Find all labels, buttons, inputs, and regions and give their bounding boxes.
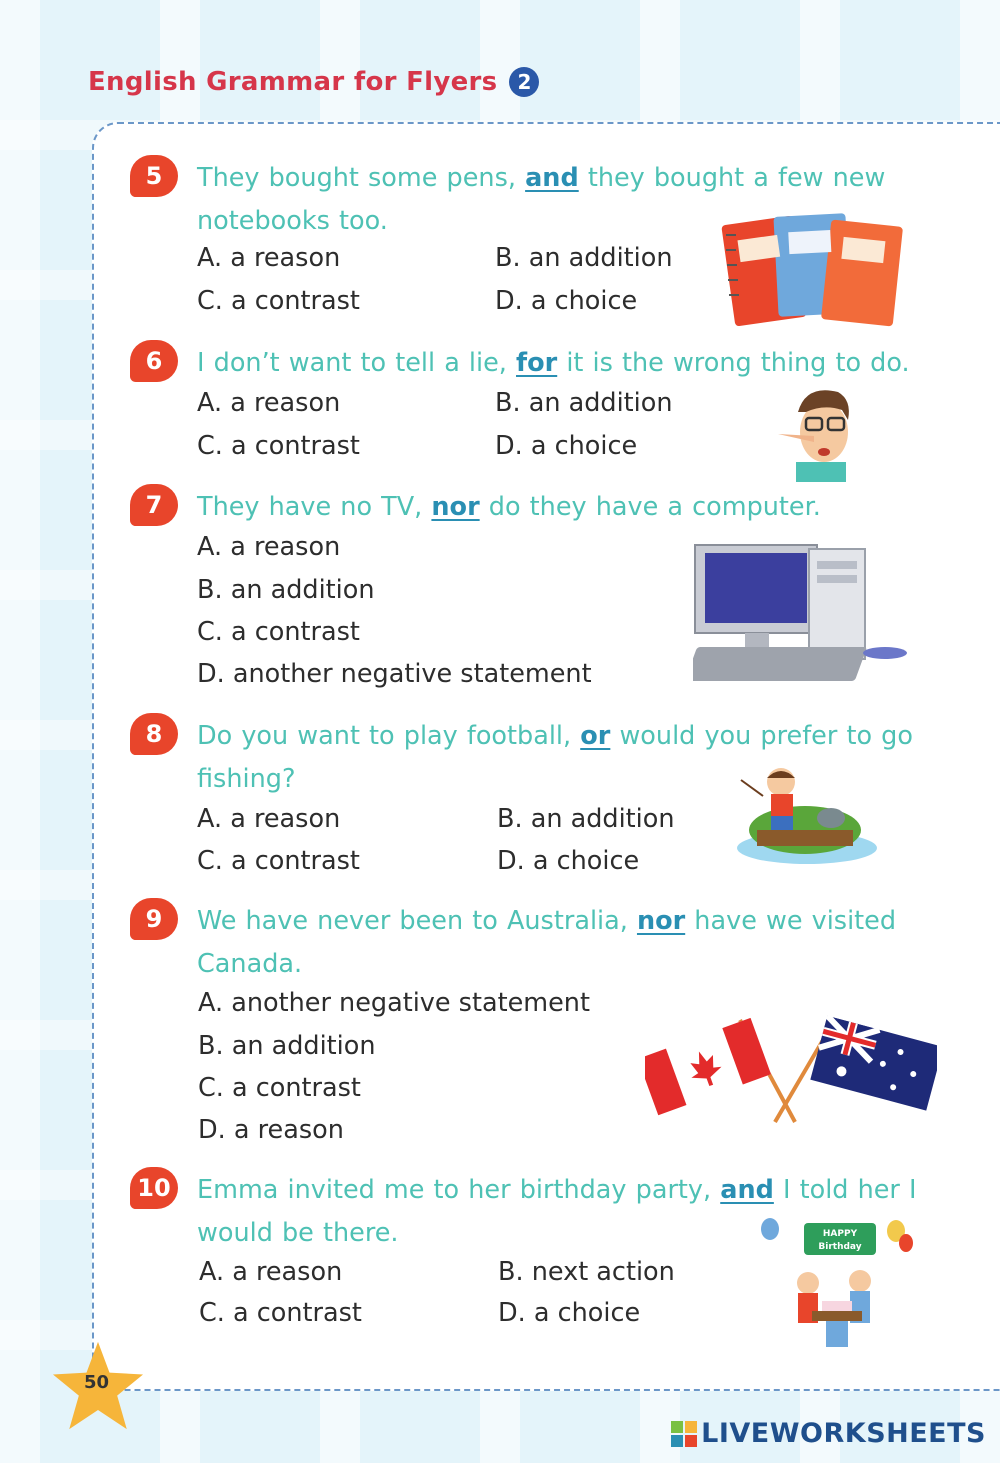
option-c[interactable]: C. a contrast — [198, 1073, 361, 1103]
fishing-boy-illustration — [735, 760, 880, 868]
option-b[interactable]: B. an addition — [495, 243, 673, 273]
computer-illustration — [693, 543, 918, 688]
question-text: I don’t want to tell a lie, for it is the wrong thing to do. — [197, 348, 910, 378]
conjunction-keyword: nor — [636, 906, 686, 936]
option-a[interactable]: A. a reason — [197, 804, 341, 834]
option-d[interactable]: D. a choice — [498, 1298, 641, 1328]
book-header — [88, 60, 539, 104]
birthday-party-illustration — [756, 1217, 914, 1352]
option-b[interactable]: B. an addition — [197, 575, 375, 605]
canada-australia-flags-illustration — [645, 1010, 937, 1125]
liveworksheets-brand — [671, 1418, 986, 1449]
question-text: Emma invited me to her birthday party, and I told her I would be there. — [197, 1175, 917, 1248]
option-b[interactable]: B. next action — [498, 1257, 675, 1287]
option-a[interactable]: A. another negative statement — [198, 988, 590, 1018]
option-c[interactable]: C. a contrast — [197, 846, 360, 876]
option-b[interactable]: B. an addition — [495, 388, 673, 418]
option-b[interactable]: B. an addition — [497, 804, 675, 834]
question-text: Do you want to play football, or would you prefer to go fishing? — [197, 721, 913, 794]
question-number-badge: 7 — [130, 484, 178, 526]
option-d[interactable]: D. a reason — [198, 1115, 344, 1145]
notebooks-illustration — [718, 205, 908, 330]
book-title: English Grammar for Flyers — [88, 67, 498, 97]
question-text: We have never been to Australia, nor have we visited Canada. — [197, 906, 897, 979]
conjunction-keyword: nor — [431, 492, 480, 522]
option-d[interactable]: D. a choice — [495, 431, 638, 461]
option-d[interactable]: D. a choice — [495, 286, 638, 316]
conjunction-keyword: for — [516, 348, 558, 378]
question-number-badge: 8 — [130, 713, 178, 755]
question-number-badge: 10 — [130, 1167, 178, 1209]
conjunction-keyword: or — [580, 721, 611, 751]
liveworksheets-logo-icon — [671, 1421, 697, 1447]
question-text: They bought some pens, and they bought a few new notebooks too. — [197, 163, 886, 236]
brand-name: LIVEWORKSHEETS — [701, 1418, 986, 1449]
conjunction-keyword: and — [525, 163, 579, 193]
option-c[interactable]: C. a contrast — [197, 431, 360, 461]
volume-badge: 2 — [509, 67, 539, 97]
question-number-badge: 5 — [130, 155, 178, 197]
question-text: They have no TV, nor do they have a computer. — [197, 492, 821, 522]
option-c[interactable]: C. a contrast — [197, 617, 360, 647]
option-a[interactable]: A. a reason — [199, 1257, 343, 1287]
option-d[interactable]: D. a choice — [497, 846, 640, 876]
option-c[interactable]: C. a contrast — [199, 1298, 362, 1328]
option-a[interactable]: A. a reason — [197, 532, 341, 562]
question-number-badge: 9 — [130, 898, 178, 940]
question-number-badge: 6 — [130, 340, 178, 382]
option-c[interactable]: C. a contrast — [197, 286, 360, 316]
page-number: 50 — [84, 1372, 110, 1393]
option-b[interactable]: B. an addition — [198, 1031, 376, 1061]
option-a[interactable]: A. a reason — [197, 388, 341, 418]
birthday-banner-text: HAPPY — [822, 1229, 858, 1239]
conjunction-keyword: and — [720, 1175, 774, 1205]
option-d[interactable]: D. another negative statement — [197, 659, 592, 689]
svg-text:Birthday: Birthday — [818, 1242, 862, 1252]
option-a[interactable]: A. a reason — [197, 243, 341, 273]
lying-man-illustration — [776, 382, 862, 482]
